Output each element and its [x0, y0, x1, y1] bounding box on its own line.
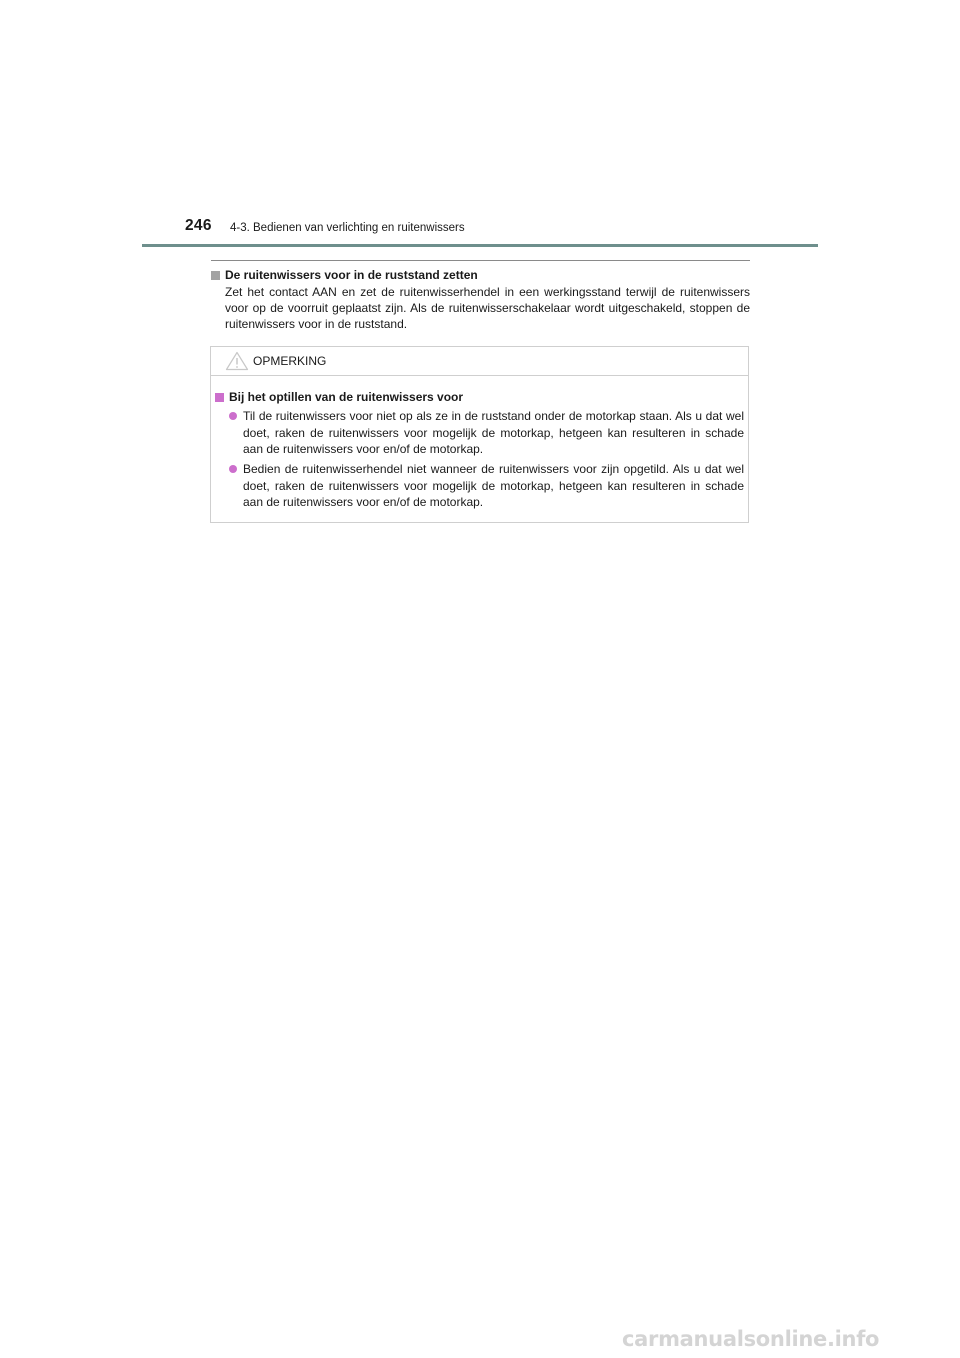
section-heading-text: De ruitenwissers voor in de ruststand zetten [225, 268, 478, 282]
circle-bullet-icon [229, 412, 237, 420]
notice-list-item [229, 461, 744, 511]
section-body: Zet het contact AAN en zet de ruitenwisserhendel in een werkingsstand terwijl de ruitenwissers voor op de voorruit geplaatst zijn. Als de ruitenwisserschakelaar wordt uitgeschakeld, stoppen de ruitenwissers voor in de ruststand. [225, 285, 750, 331]
notice-label: OPMERKING [253, 354, 327, 368]
notice-header [211, 347, 748, 376]
notice-heading-text: Bij het optillen van de ruitenwissers voor [229, 390, 464, 404]
circle-bullet-icon [229, 465, 237, 473]
section-heading [211, 267, 750, 283]
notice-list-item [229, 408, 744, 458]
header-rule [142, 244, 818, 247]
notice-box [210, 346, 749, 523]
notice-heading [215, 389, 463, 405]
notice-item-text: Til de ruitenwissers voor niet op als ze in de ruststand onder de motorkap staan. Als u dat wel doet, raken de ruitenwissers voor mogelijk de motorkap, hetgeen kan resulteren in schade aan de ruitenwissers voor en/of de motorkap. [243, 409, 744, 456]
running-header-title: 4-3. Bedienen van verlichting en ruitenwissers [230, 222, 465, 234]
warning-triangle-icon [225, 351, 249, 371]
square-bullet-icon [211, 271, 220, 280]
section-divider [211, 260, 750, 261]
page-number: 246 [185, 217, 212, 234]
watermark: carmanualsonline.info [622, 1327, 880, 1351]
notice-item-text: Bedien de ruitenwisserhendel niet wanneer de ruitenwissers voor zijn opgetild. Als u dat wel doet, raken de ruitenwissers voor mogelijk de motorkap, hetgeen kan resulteren in schade aan de ruitenwissers voor en/of de motorkap. [243, 462, 744, 509]
square-bullet-icon [215, 393, 224, 402]
section-block [211, 267, 750, 332]
